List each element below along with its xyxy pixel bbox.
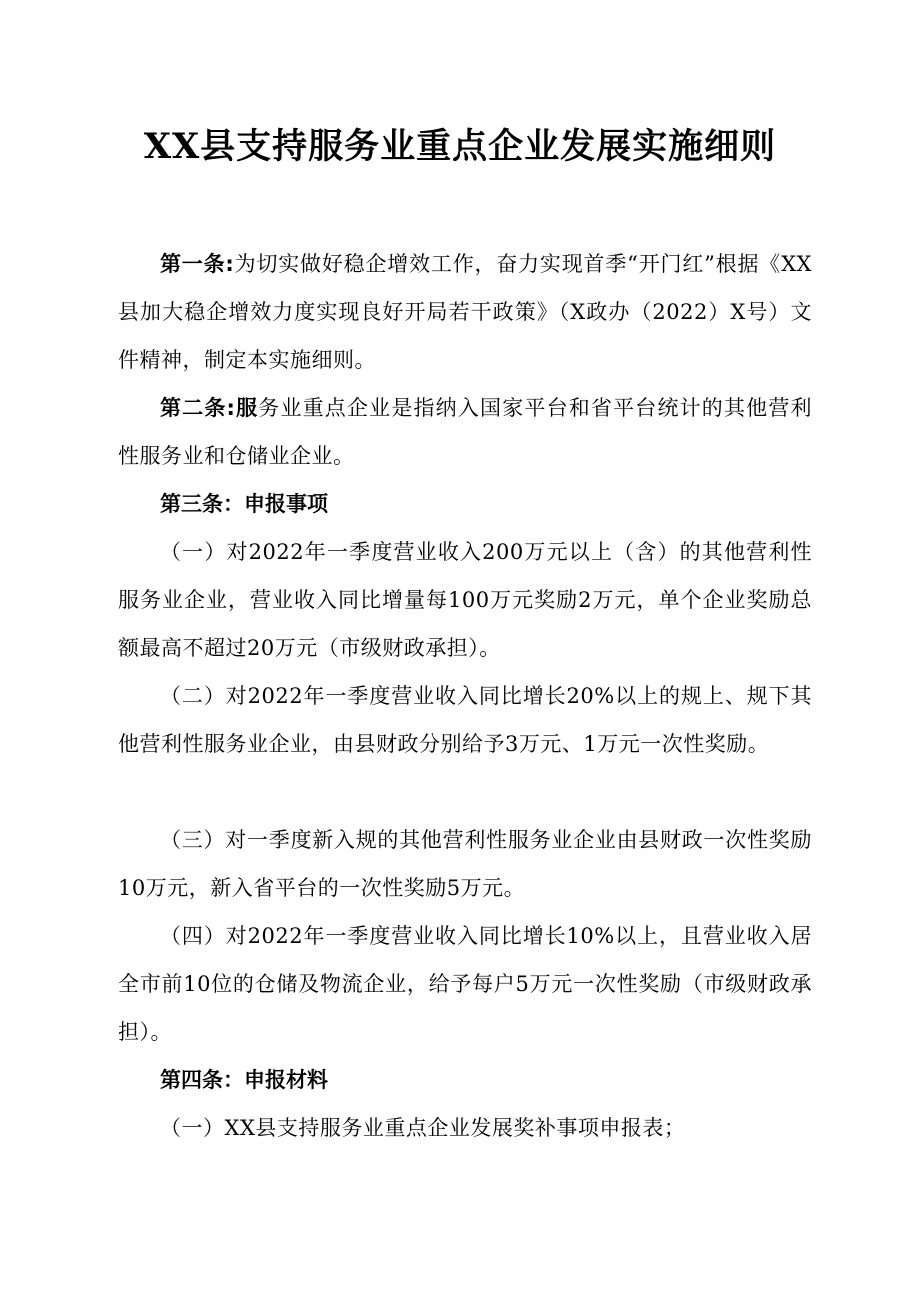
article-2-text: 务业重点企业是指纳入国家平台和省平台统计的其他营利性服务业和仓储业企业。 xyxy=(118,396,812,468)
article-3-heading: 第三条：申报事项 xyxy=(160,492,328,516)
article-3-item-2: （二）对2022年一季度营业收入同比增长20%以上的规上、规下其他营利性服务业企业，由县财政分别给予3万元、1万元一次性奖励。 xyxy=(118,684,812,756)
article-1-heading: 第一条: xyxy=(160,252,235,276)
article-3-item-3: （三）对一季度新入规的其他营利性服务业企业由县财政一次性奖励10万元，新入省平台的一次性奖励5万元。 xyxy=(118,828,812,900)
article-3-item-4: （四）对2022年一季度营业收入同比增长10%以上，且营业收入居全市前10位的仓储及物流企业，给予每户5万元一次性奖励（市级财政承担）。 xyxy=(118,924,812,1044)
article-2 xyxy=(118,384,812,480)
article-4-item-1: （一）XX县支持服务业重点企业发展奖补事项申报表； xyxy=(160,1116,686,1140)
document-title: XX县支持服务业重点企业发展实施细则 xyxy=(143,126,777,167)
article-4-heading: 第四条：申报材料 xyxy=(160,1068,328,1092)
article-3-item-1: （一）对2022年一季度营业收入200万元以上（含）的其他营利性服务业企业，营业收入同比增量每100万元奖励2万元，单个企业奖励总额最高不超过20万元（市级财政承担）。 xyxy=(118,540,812,660)
article-1-text: 为切实做好稳企增效工作，奋力实现首季“开门红”根据《XX县加大稳企增效力度实现良好开局若干政策》（X政办（2022）X号）文件精神，制定本实施细则。 xyxy=(118,252,812,372)
article-2-heading: 第二条:服 xyxy=(160,396,259,420)
article-1 xyxy=(118,240,812,384)
